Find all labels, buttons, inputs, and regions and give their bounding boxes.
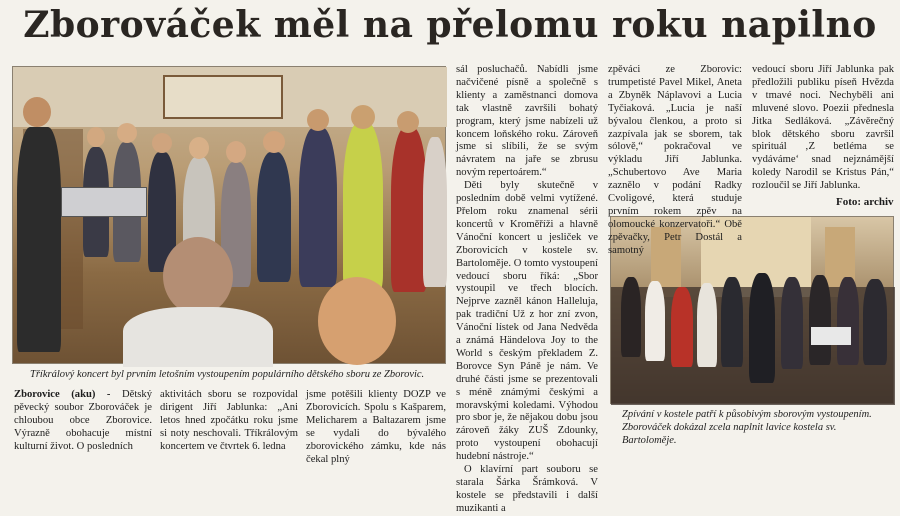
photo-credit: Foto: archiv: [836, 196, 894, 208]
main-photo: [12, 66, 446, 364]
column-1-text: Dětský pěvecký soubor Zborováček je chloubou obce Zborovice. Výrazně obohacuje místní kulturní život. O posledních: [14, 389, 153, 452]
column-5-p1: vedoucí sboru Jiří Jablunka pak předložili publiku píseň Hvězda v tmavé noci. Nechyběli ani mluvené slovo. Poezii přednesla Jitka Sedláková. „Závěrečný blok dětského sboru završil spirituál ‚Z betléma se vydáváme‘ snad nejznámější koledy Narodil se Kristus Pán,“ rozloučil se Jiří Jablunka.: [752, 64, 894, 192]
column-3a: [306, 389, 446, 466]
column-2-text: aktivitách sboru se rozpovídal dirigent Jiří Jablunka: „Ani letos hned zpočátku roku jsme si noty neschovali. Tříkrálovým koncertem ve čtvrtek 6. ledna: [160, 389, 298, 452]
column-3-p3: O klavírní part souboru se starala Šárka Šrámková. V kostele se představili i další muzikanti a: [456, 464, 598, 514]
column-3-p1: sál posluchačů. Nabídli jsme načvičené písně a společně s klienty a zaměstnanci domova tak vlastně završili bohatý program, který jsme nabízeli už koncem loňského roku. Zároveň jsme si slíbili, že se svým návratem na jaře se zbrusu novým repertoárem.“: [456, 64, 598, 179]
headline: Zborováček měl na přelomu roku napilno: [23, 4, 877, 46]
column-2: [160, 389, 298, 454]
column-5: [752, 64, 894, 193]
column-3: [456, 64, 598, 516]
column-1: [14, 389, 152, 454]
main-photo-caption: Tříkrálový koncert byl prvním letošním vystoupením populárního dětského sboru ze Zborovic.: [30, 369, 425, 380]
column-4-p1: zpěváci ze Zborovic: trumpetisté Pavel Mikel, Aneta a Zbyněk Náplavovi a Lucia Tyčiaková. „Lucia je naší bývalou členkou, a proto si zazpívala jak se sborem, tak sólově,“ pokračoval ve výkladu Jiří Jablunka. „Schubertovo Ave Maria zaznělo v podání Radky Cvoligové, která studuje prvním rokem zpěv na olomoucké konzervatoři.“ Obě zpěvačky, Petr Dostál a samotný: [608, 64, 742, 256]
column-3-p2: Děti byly skutečně v posledním době velmi vytížené. Přelom roku znamenal sérii koncertů v Kroměříži a hlavně Vánoční koncert u jesliček ve Zborovicích v kostele sv. Bartoloměje. O tomto vystoupení vedoucí sboru říká: „Sbor vystoupil ve třech blocích. Nejprve zazněl kánon Halleluja, pak tradiční Už z hor zní zvon, Vánoční lístek od Jana Nedvěda a známá Händelova Joy to the World s českým překladem Z. Borovce Syn Páně je nám. Ve druhé části jsme se prezentovali s méně známými českými a moravskými koledami. Výhodou pro sbor je, že nějakou dobu jsou zároveň žáky ZUŠ Zdounky, proto vystoupení obohacují hudební nástroje.“: [456, 180, 598, 463]
side-photo-caption: Zpívání v kostele patří k působivým sborovým vystoupením. Zborováček dokázal zcela naplnit lavice kostela sv. Bartoloměje.: [622, 409, 872, 446]
column-3a-text: jsme potěšili klienty DOZP ve Zborovicích. Spolu s Kašparem, Melicharem a Baltazarem jsme se vydali do bývalého zborovického zámku, kde nás čekal plný: [306, 389, 446, 465]
column-4: [608, 64, 742, 258]
article-lead: Zborovice (aku) -: [14, 389, 111, 400]
